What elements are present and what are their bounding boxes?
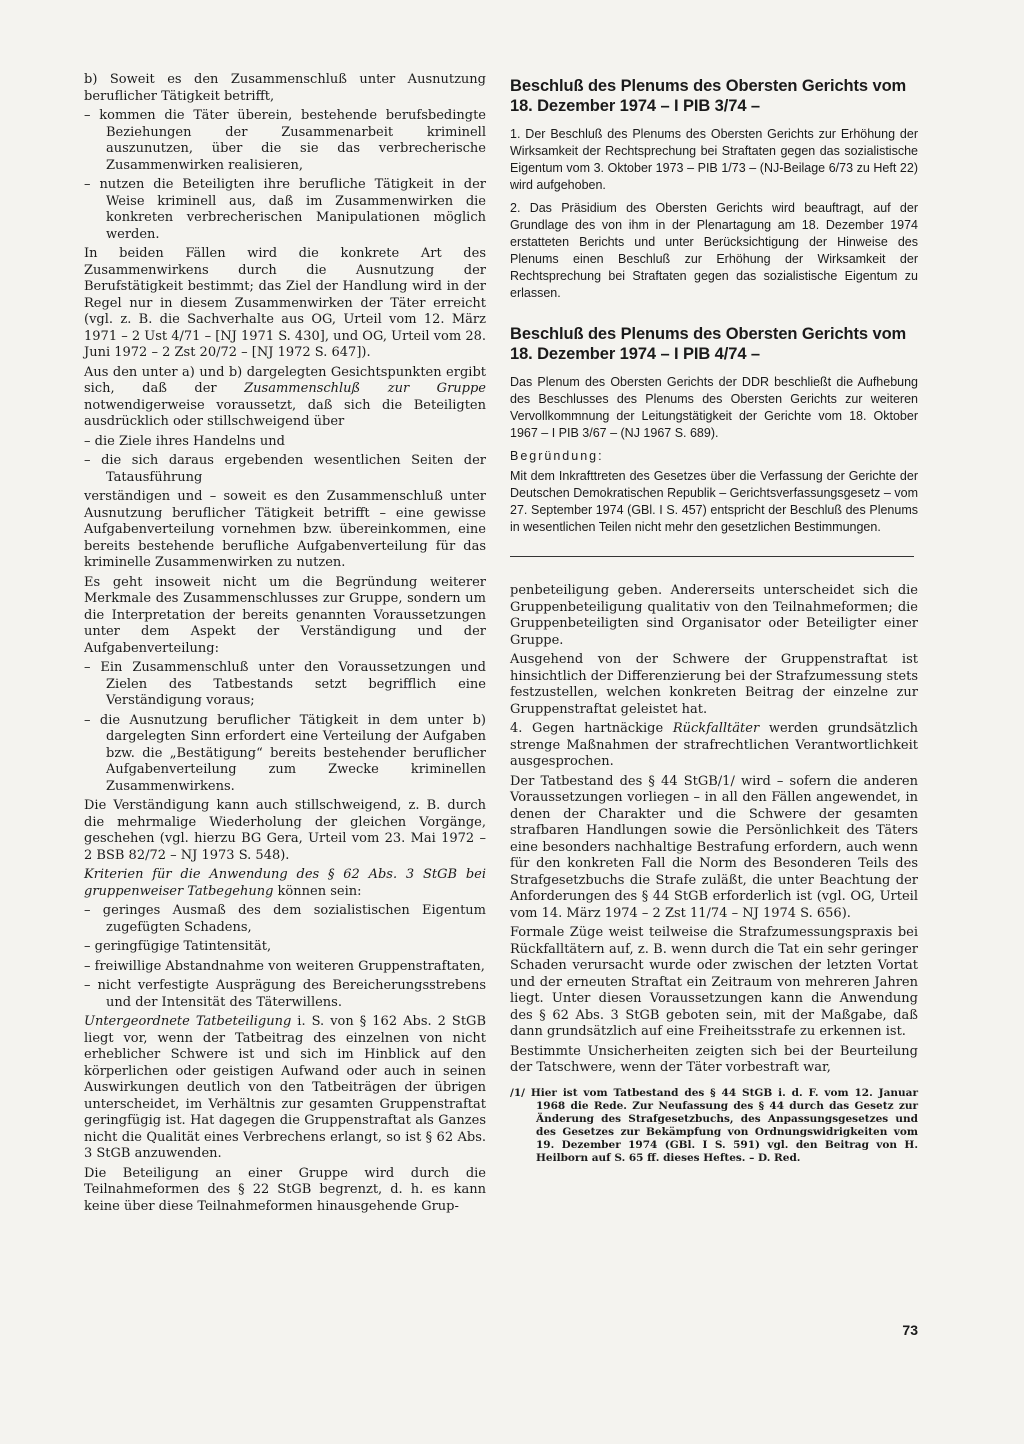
resolution-2 — [510, 374, 918, 536]
left-column — [84, 72, 486, 1218]
paragraph-untergeordnete: Untergeordnete Tatbeteiligung i. S. von § 162 Abs. 2 StGB liegt vor, wenn der Tatbeitrag des einzelnen von nicht erheblicher Schwere ist und sich im Hinblick auf den körperlichen oder geistigen Aufwand oder auch in seinen Auswirkungen deutlich von den Tatbeiträgen der übrigen unterscheidet, im Verhältnis zur gesamten Gruppenstraftat geringfügig ist. Hat dagegen die Gruppenstraftat als Ganzes nicht die Qualität eines Verbrechens erlangt, so ist § 62 Abs. 3 StGB anzuwenden. — [84, 1014, 486, 1161]
paragraph-stillschweigend: Die Verständigung kann auch stillschweigend, z. B. durch die mehrmalige Wiederholung der gleichen Vorgänge, geschehen (vgl. hierzu BG Gera, Urteil vom 23. Mai 1972 – 2 BSB 82/72 – NJ 1973 S. 548). — [84, 798, 486, 863]
page-number: 73 — [902, 1322, 918, 1338]
paragraph-tatbestand: Der Tatbestand des § 44 StGB/1/ wird – sofern die anderen Voraussetzungen vorliegen – in all den Fällen angewendet, in denen der Charakter und die Schwere der gesamten strafbaren Handlungen sowie die Persönlichkeit des Täters eine besonders nachhaltige Bestrafung erfordern, auch wenn für den konkreten Fall die Norm des Besonderen Teils des Strafgesetzbuchs die Strafe zuläßt, die unter Beachtung der Anforderungen des § 44 StGB erforderlich ist (vgl. OG, Urteil vom 14. März 1974 – 2 Zst 11/74 – NJ 1974 S. 656). — [510, 773, 918, 921]
resolution-1-item-1: 1. Der Beschluß des Plenums des Obersten Gerichts zur Erhöhung der Wirksamkeit der Rechtsprechung bei Straftaten gegen das sozialistische Eigentum vom 3. Oktober 1973 – PIB 1/73 – (NJ-Beilage 6/73 zu Heft 22) wird aufgehoben. — [510, 127, 918, 192]
footnote-text: /1/ Hier ist vom Tatbestand des § 44 StGB i. d. F. vom 12. Januar 1968 die Rede. Zur Neufassung des § 44 durch das Gesetz zur Änderung des Strafgesetzbuchs, des Anpassungsgesetzes und des Gesetzes zur Bekämpfung von Ordnungswidrigkeiten vom 19. Dezember 1974 (GBl. I S. 591) vgl. den Beitrag von H. Heilborn auf S. 65 ff. dieses Heftes. – D. Red. — [510, 1086, 918, 1164]
right-column — [510, 72, 918, 1168]
list-item: – kommen die Täter überein, bestehende berufsbedingte Beziehungen der Zusammenarbeit kriminell auszunutzen, über die sie das verbrecherische Zusammenwirken realisieren, — [84, 108, 486, 173]
list-item: – geringes Ausmaß des dem sozialistischen Eigentum zugefügten Schadens, — [84, 903, 486, 935]
section-heading-1: Beschluß des Plenums des Obersten Gerichts vom 18. Dezember 1974 – I PIB 3/74 – — [510, 77, 907, 115]
resolution-1-item-2: 2. Das Präsidium des Obersten Gerichts wird beauftragt, auf der Grundlage des von ihm in der Plenartagung am 18. Dezember 1974 erstatteten Berichts und unter Berücksichtigung der Hinweise des Plenums einen Beschluß zur Erhöhung der Wirksamkeit der Rechtsprechung bei Straftaten gegen das sozialistische Eigentum zu erlassen. — [510, 201, 918, 300]
resolution-1 — [510, 126, 918, 302]
begruendung-text: Mit dem Inkrafttreten des Gesetzes über die Verfassung der Gerichte der Deutschen Demokratischen Republik – Gerichtsverfassungsgesetz – vom 27. September 1974 (GBl. I S. 457) entspricht der Beschluß des Plenums in wesentlichen Teilen nicht mehr den gesetzlichen Bestimmungen. — [510, 469, 918, 534]
list-item: – freiwillige Abstandnahme von weiteren Gruppenstraftaten, — [84, 958, 485, 974]
list-item: – nicht verfestigte Ausprägung des Bereicherungsstrebens und der Intensität des Täterwillens. — [84, 978, 486, 1010]
paragraph-beiden: In beiden Fällen wird die konkrete Art des Zusammenwirkens durch die Ausnutzung der Berufstätigkeit bestimmt; das Ziel der Handlung wird in der Regel nur in diesem Zusammenwirken der Täter erreicht (vgl. z. B. die Sachverhalte aus OG, Urteil vom 12. März 1971 – 2 Ust 4/71 – [NJ 1971 S. 430], und OG, Urteil vom 28. Juni 1972 – 2 Zst 20/72 – [NJ 1972 S. 647]). — [84, 246, 486, 360]
list-item: – geringfügige Tatintensität, — [84, 939, 272, 954]
paragraph-aus: Aus den unter a) und b) dargelegten Gesichtspunkten ergibt sich, daß der Zusammenschluß zur Gruppe notwendigerweise voraussetzt, daß sich die Beteiligten ausdrücklich oder stillschweigend über — [84, 364, 486, 429]
paragraph-ausgehend: Ausgehend von der Schwere der Gruppenstraftat ist hinsichtlich der Differenzierung bei der Strafzumessung stets festzustellen, welchen konkreten Beitrag der einzelne zur Gruppenstraftat geleistet hat. — [510, 652, 918, 717]
list-item: – die Ausnutzung beruflicher Tätigkeit in dem unter b) dargelegten Sinn erfordert eine Verteilung der Aufgaben bzw. die „Bestätigung“ bereits bestehender beruflicher Aufgabenverteilung zum Zwecke kriminellen Zusammenwirkens. — [84, 712, 486, 794]
paragraph-verstaendigen: verständigen und – soweit es den Zusammenschluß unter Ausnutzung beruflicher Tätigkeit betrifft – eine gewisse Aufgabenverteilung vornehmen bzw. übereinkommen, eine bereits bestehende berufliche Aufgabenverteilung für das kriminelle Zusammenwirken zu nutzen. — [84, 489, 486, 570]
paragraph-unsicherheiten: Bestimmte Unsicherheiten zeigten sich bei der Beurteilung der Tatschwere, wenn der Täter vorbestraft war, — [510, 1043, 918, 1075]
begruendung-label: Begründung: — [510, 449, 604, 463]
section-heading-2: Beschluß des Plenums des Obersten Gerichts vom 18. Dezember 1974 – I PIB 4/74 – — [510, 325, 907, 363]
paragraph-geht: Es geht insoweit nicht um die Begründung weiterer Merkmale des Zusammenschlusses zur Gruppe, sondern um die Interpretation der bereits genannten Voraussetzungen unter dem Aspekt der Verständigung und der Aufgabenverteilung: — [84, 574, 486, 656]
paragraph-kriterien: Kriterien für die Anwendung des § 62 Abs. 3 StGB bei gruppenweiser Tatbegehung können sein: — [84, 867, 486, 899]
paragraph-gruppenbeteiligung: penbeteiligung geben. Andererseits unterscheidet sich die Gruppenbeteiligung qualitativ von den Teilnahmeformen; die Gruppenbeteiligten sind Organisator oder Beteiligter einer Gruppe. — [510, 583, 918, 648]
list-item: – die Ziele ihres Handelns und — [84, 433, 285, 449]
paragraph-rueckfall: 4. Gegen hartnäckige Rückfalltäter werden grundsätzlich strenge Maßnahmen der strafrechtlichen Verantwortlichkeit ausgesprochen. — [510, 721, 918, 769]
divider — [510, 556, 914, 557]
list-item: – Ein Zusammenschluß unter den Voraussetzungen und Zielen des Tatbestands setzt begrifflich eine Verständigung voraus; — [84, 660, 486, 708]
paragraph-b: b) Soweit es den Zusammenschluß unter Ausnutzung beruflicher Tätigkeit betrifft, — [84, 72, 486, 104]
resolution-2-text: Das Plenum des Obersten Gerichts der DDR beschließt die Aufhebung des Beschlusses des Plenums des Obersten Gerichts zur weiteren Vervollkommnung der Leitungstätigkeit der Gerichte vom 18. Oktober 1967 – I PIB 3/67 – (NJ 1967 S. 689). — [510, 375, 918, 440]
list-item: – nutzen die Beteiligten ihre berufliche Tätigkeit in der Weise kriminell aus, daß im Zusammenwirken die konkreten verbrecherischen Manipulationen möglich werden. — [84, 177, 486, 242]
list-item: – die sich daraus ergebenden wesentlichen Seiten der Tatausführung — [84, 453, 486, 485]
paragraph-formale: Formale Züge weist teilweise die Strafzumessungspraxis bei Rückfalltätern auf, z. B. wenn durch die Tat ein sehr geringer Schaden verursacht wurde oder zwischen der letzten Vortat und der erneuten Straftat ein Zeitraum von mehreren Jahren liegt. Unter diesen Voraussetzungen kann die Anwendung des § 62 Abs. 3 StGB geboten sein, mit der Maßgabe, daß dann grundsätzlich auf eine Freiheitsstrafe zu erkennen ist. — [510, 925, 918, 1039]
footnote — [510, 1087, 918, 1165]
paragraph-beteiligung: Die Beteiligung an einer Gruppe wird durch die Teilnahmeformen des § 22 StGB begrenzt, d. h. es kann keine über diese Teilnahmeformen hinausgehende Grup- — [84, 1165, 486, 1214]
